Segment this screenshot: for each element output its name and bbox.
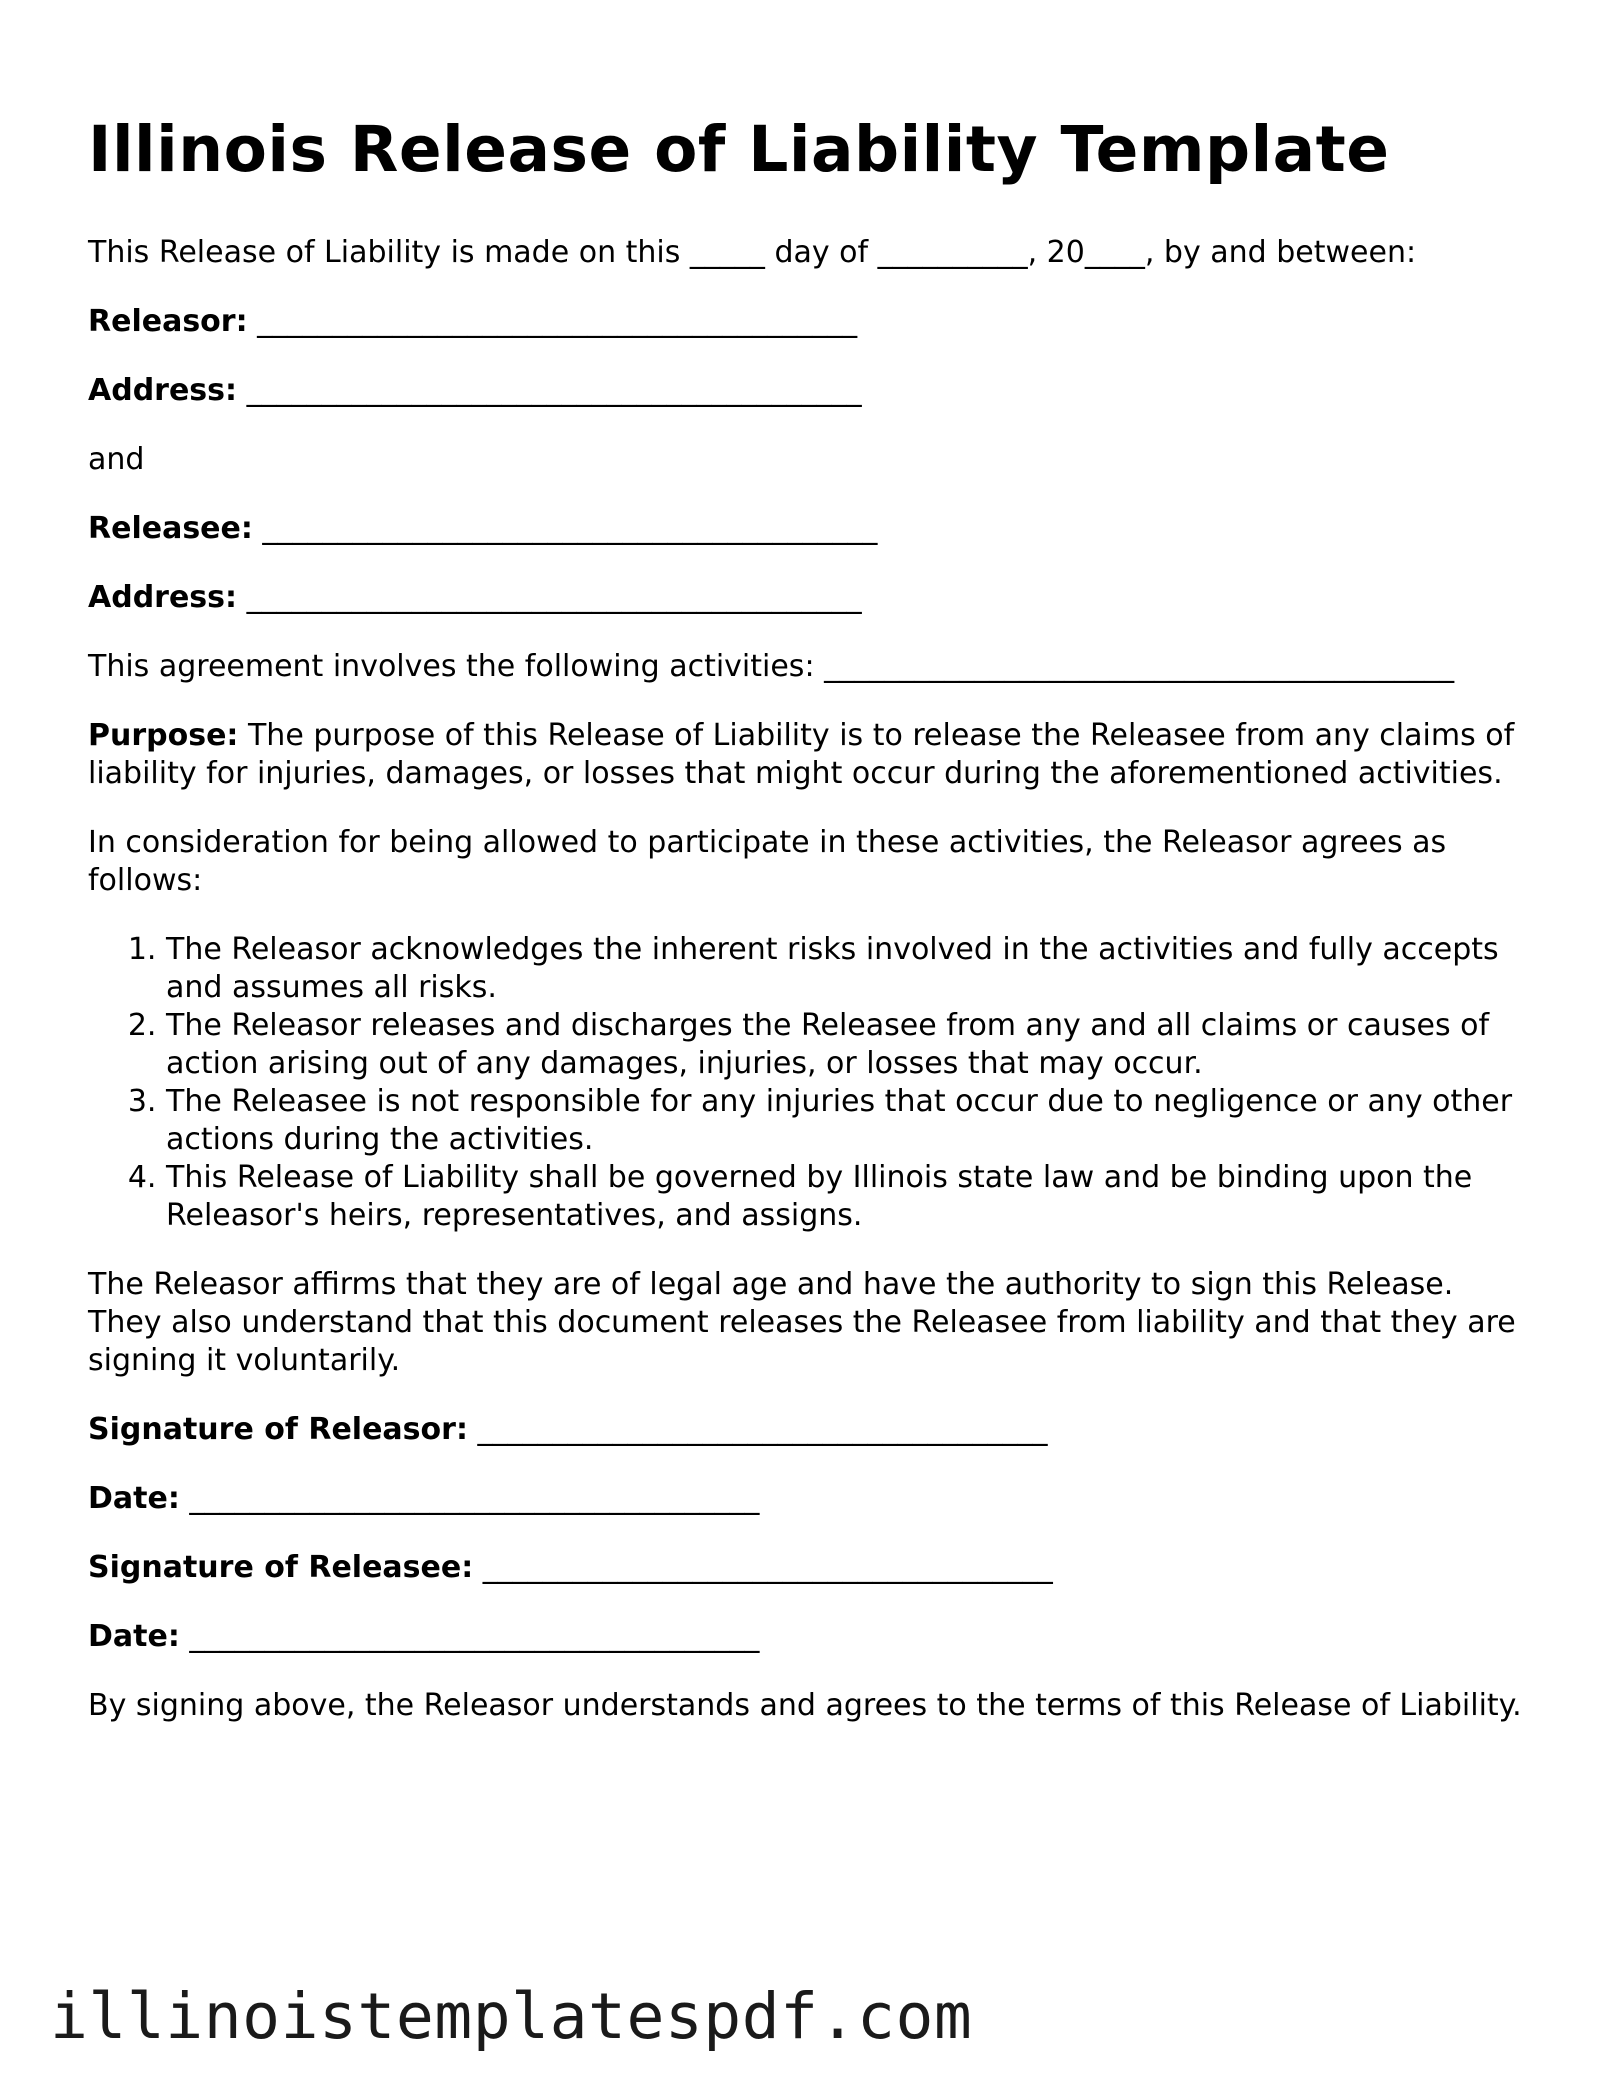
releasee-field <box>88 510 1528 548</box>
releasee-address-field <box>88 579 1528 617</box>
releasor-date-field <box>88 1480 1528 1518</box>
releasor-address-blank[interactable]: _________________________________________ <box>246 373 862 408</box>
releasee-label: Releasee: <box>88 511 253 546</box>
purpose-label: Purpose: <box>88 718 239 753</box>
releasor-date-label: Date: <box>88 1481 180 1516</box>
list-item: 2. The Releasor releases and discharges the Releasee from any and all claims or causes of action arising out of any damages, injuries, or losses that may occur. <box>166 1007 1528 1083</box>
activities-line[interactable]: This agreement involves the following activities: __________________________________________ <box>88 649 1455 684</box>
releasee-date-blank[interactable]: ______________________________________ <box>189 1619 760 1654</box>
document-title: Illinois Release of Liability Template <box>88 113 1390 186</box>
list-item: 3. The Releasee is not responsible for any injuries that occur due to negligence or any other actions during the activities. <box>166 1083 1528 1159</box>
releasor-blank[interactable]: ________________________________________ <box>257 304 858 339</box>
releasor-label: Releasor: <box>88 304 248 339</box>
releasee-blank[interactable]: _________________________________________ <box>262 511 878 546</box>
and-text: and <box>88 442 145 477</box>
releasee-date-field <box>88 1618 1528 1656</box>
list-item: 1. The Releasor acknowledges the inherent risks involved in the activities and fully accepts and assumes all risks. <box>166 931 1528 1007</box>
releasee-date-label: Date: <box>88 1619 180 1654</box>
site-watermark: illinoistemplatespdf.com <box>50 1980 973 2053</box>
intro-paragraph: This Release of Liability is made on this _____ day of __________, 20____, by and between: <box>88 235 1417 270</box>
consideration-paragraph: In consideration for being allowed to participate in these activities, the Releasor agrees as follows: <box>88 825 1447 898</box>
releasor-address-field <box>88 372 1528 410</box>
releasor-signature-blank[interactable]: ______________________________________ <box>477 1412 1048 1447</box>
releasor-signature-field <box>88 1411 1528 1449</box>
releasor-field <box>88 303 1528 341</box>
releasee-signature-field <box>88 1549 1528 1587</box>
releasee-signature-label: Signature of Releasee: <box>88 1550 474 1585</box>
document-page <box>88 112 1528 1756</box>
releasor-signature-label: Signature of Releasor: <box>88 1412 468 1447</box>
releasee-address-blank[interactable]: _________________________________________ <box>246 580 862 615</box>
releasee-address-label: Address: <box>88 580 238 615</box>
affirmation-paragraph: The Releasor affirms that they are of legal age and have the authority to sign this Release. They also understand that this document releases the Releasee from liability and that they are signing it voluntarily. <box>88 1267 1516 1378</box>
releasor-date-blank[interactable]: ______________________________________ <box>189 1481 760 1516</box>
list-item: 4. This Release of Liability shall be governed by Illinois state law and be binding upon the Releasor's heirs, representatives, and assigns. <box>166 1159 1528 1235</box>
releasor-address-label: Address: <box>88 373 238 408</box>
purpose-paragraph <box>88 717 1528 793</box>
purpose-text: The purpose of this Release of Liability is to release the Releasee from any claims of liability for injuries, damages, or losses that might occur during the aforementioned activities. <box>88 718 1515 791</box>
releasee-signature-blank[interactable]: ______________________________________ <box>482 1550 1053 1585</box>
closing-paragraph: By signing above, the Releasor understands and agrees to the terms of this Release of Liability. <box>88 1688 1522 1723</box>
terms-list <box>88 931 1528 1235</box>
